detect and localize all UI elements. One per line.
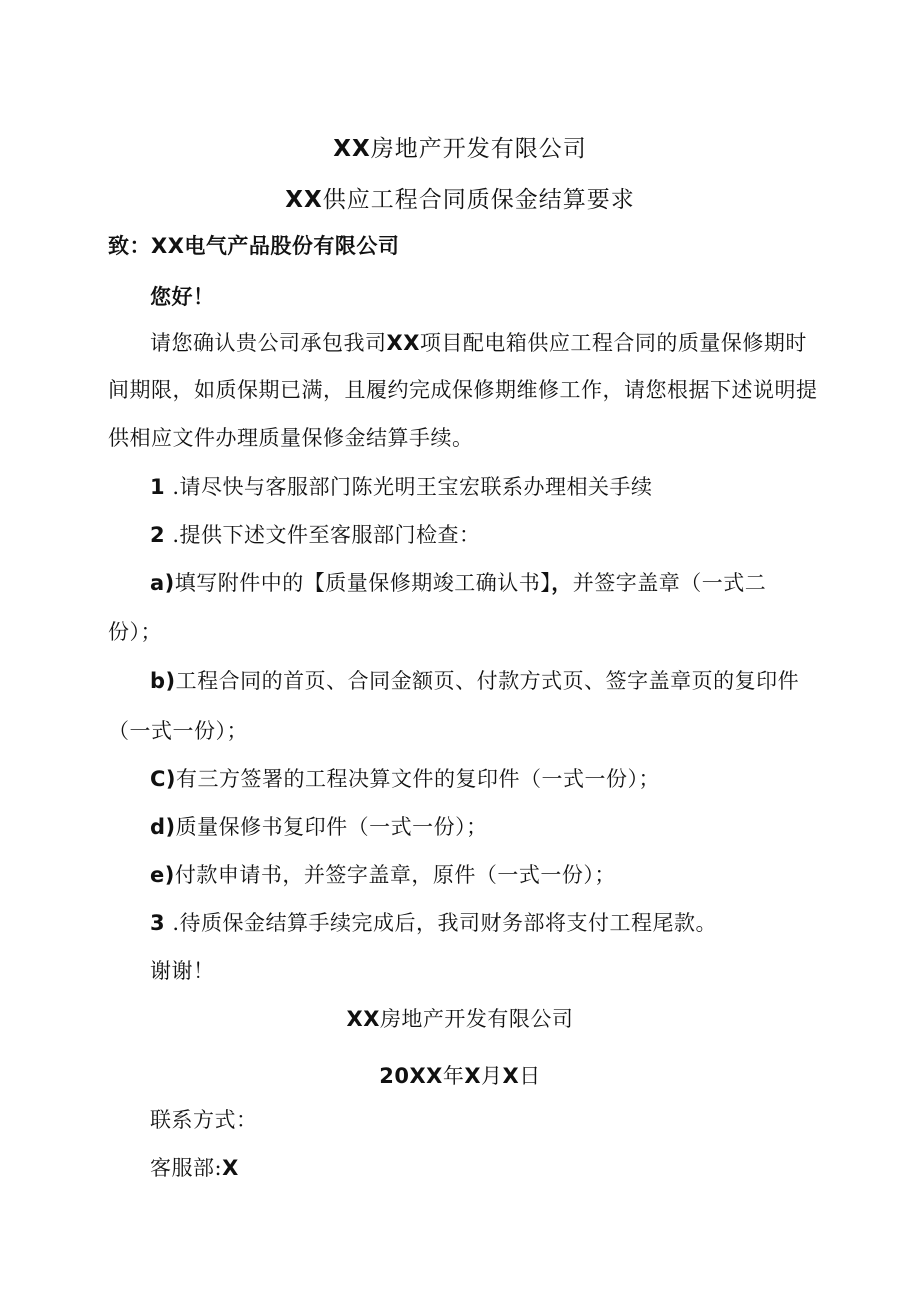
signature-company-name: 房地产开发有限公司: [379, 1007, 574, 1031]
sub-item-text: 质量保修书复印件（一式一份）；: [175, 815, 488, 839]
sub-item-text-post: 并签字盖章（一式二: [572, 571, 767, 595]
date-month-unit: 月: [481, 1064, 503, 1088]
sub-item-marker: e): [150, 863, 175, 887]
recipient-name: 电气产品股份有限公司: [184, 233, 400, 258]
item-number: 1: [150, 475, 166, 499]
list-item-2: [150, 520, 481, 550]
sub-item-marker: a): [150, 571, 175, 595]
item-number: 2: [150, 523, 166, 547]
recipient-prefix: 致：: [108, 233, 151, 258]
date-day-unit: 日: [519, 1064, 541, 1088]
signature-company-code: XX: [346, 1007, 380, 1031]
recipient-code: XX: [151, 234, 185, 258]
list-item-3: [150, 908, 717, 938]
signature-company: [0, 1004, 920, 1034]
sub-item-marker: d): [150, 815, 176, 839]
item-text: .待质保金结算手续完成后，我司财务部将支付工程尾款。: [172, 911, 717, 935]
sub-item-text: 有三方签署的工程决算文件的复印件（一式一份）；: [176, 767, 661, 791]
sub-item-a: [150, 568, 766, 598]
list-item-1: [150, 472, 653, 502]
sub-item-marker: C): [150, 767, 177, 791]
date-day: X: [502, 1064, 520, 1088]
item-text: .请尽快与客服部门陈光明王宝宏联系办理相关手续: [172, 475, 653, 499]
sub-item-c: [150, 764, 660, 794]
intro-text-pre: 请您确认贵公司承包我司: [150, 331, 387, 355]
sub-item-a-continuation: 份）；: [108, 620, 162, 644]
subject-name: 供应工程合同质保金结算要求: [322, 187, 635, 213]
company-title: [0, 134, 920, 164]
sub-item-marker: b): [150, 669, 176, 693]
contact-dept-label: 客服部:: [150, 1156, 223, 1180]
sub-item-e: [150, 860, 616, 890]
greeting: 您好！: [150, 284, 215, 309]
recipient-line: [108, 231, 399, 261]
item-number: 3: [150, 911, 166, 935]
intro-project-code: XX: [386, 331, 420, 355]
contact-department: [150, 1153, 239, 1183]
document-title: [0, 185, 920, 215]
contact-dept-value: X: [222, 1156, 239, 1180]
subject-code: XX: [285, 187, 323, 213]
intro-line-1: [150, 328, 807, 358]
signature-date: [0, 1061, 920, 1091]
company-name: 房地产开发有限公司: [370, 136, 587, 162]
sub-item-b-continuation: （一式一份）；: [108, 719, 248, 743]
sub-item-text: 工程合同的首页、合同金额页、付款方式页、签字盖章页的复印件: [175, 669, 800, 693]
intro-line-3: 供相应文件办理质量保修金结算手续。: [108, 426, 474, 450]
sub-item-b: [150, 666, 799, 696]
company-code: XX: [333, 136, 371, 162]
item-text: .提供下述文件至客服部门检查：: [172, 523, 481, 547]
intro-line-2: 间期限，如质保期已满，且履约完成保修期维修工作，请您根据下述说明提: [108, 378, 818, 402]
date-month: X: [464, 1064, 482, 1088]
sub-item-text: 付款申请书，并签字盖章，原件（一式一份）；: [174, 863, 616, 887]
date-year-unit: 年: [442, 1064, 465, 1088]
intro-text-post: 项目配电箱供应工程合同的质量保修期时: [419, 331, 807, 355]
closing-thanks: 谢谢！: [150, 959, 215, 983]
sub-item-d: [150, 812, 488, 842]
sub-item-text-pre: 填写附件中的【质量保修期竣工确认书】: [174, 571, 552, 595]
date-year: 20XX: [379, 1064, 443, 1088]
sub-item-comma: ，: [551, 571, 573, 595]
contact-label: 联系方式：: [150, 1108, 258, 1132]
